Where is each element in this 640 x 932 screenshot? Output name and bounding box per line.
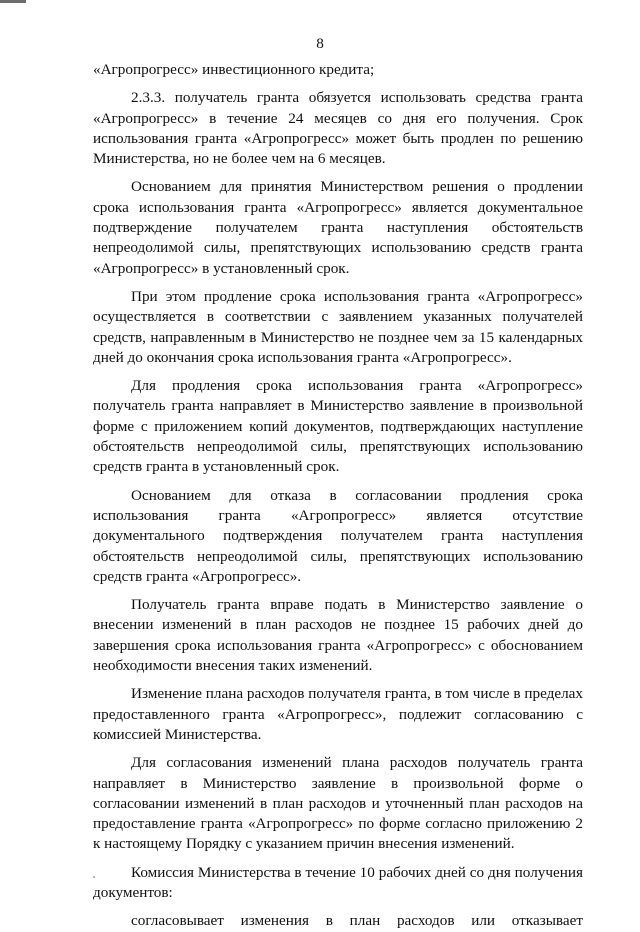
paragraph-6: Основанием для отказа в согласовании продления срока использования гранта «Агропрогресс» является отсутствие документального подтверждения получателем гранта наступления обстоятельств непреодолимой силы, препятствующих использованию средств гранта «Агропрогресс». <box>93 486 583 585</box>
paragraph-7: Получатель гранта вправе подать в Министерство заявление о внесении изменений в план расходов не позднее 15 рабочих дней до завершения срока использования гранта «Агропрогресс» с обоснованием необходимости внесения таких изменений. <box>93 596 583 675</box>
paragraph-1: «Агропрогресс» инвестиционного кредита; <box>93 61 375 78</box>
scan-dot <box>93 876 95 878</box>
paragraph-5: Для продления срока использования гранта «Агропрогресс» получатель гранта направляет в Министерство заявление в произвольной форме с приложением копий документов, подтверждающих наступление обстоятельств непреодолимой силы, препятствующих использованию средств гранта в установленный срок. <box>93 377 583 476</box>
paragraph-9: Для согласования изменений плана расходов получатель гранта направляет в Министерство заявление в произвольной форме о согласовании изменений в план расходов и уточненный план расходов на предоставление гранта «Агропрогресс» по форме согласно приложению 2 к настоящему Порядку с указанием причин внесения изменений. <box>93 754 583 853</box>
paragraph-8: Изменение плана расходов получателя гранта, в том числе в пределах предоставленного гранта «Агропрогресс», подлежит согласованию с комиссией Министерства. <box>93 685 583 743</box>
paragraph-2: 2.3.3. получатель гранта обязуется использовать средства гранта «Агропрогресс» в течение 24 месяцев со дня его получения. Срок использования гранта «Агропрогресс» может быть продлен по решению Министерства, но не более чем на 6 месяцев. <box>93 89 583 168</box>
scan-artifact <box>0 0 26 3</box>
paragraph-10: Комиссия Министерства в течение 10 рабочих дней со дня получения документов: <box>93 863 583 901</box>
paragraph-3: Основанием для принятия Министерством решения о продлении срока использования гранта «Агропрогресс» является документальное подтверждение получателем гранта наступления обстоятельств непреодолимой силы, препятствующих использованию средств гранта «Агропрогресс» в установленный срок. <box>93 178 583 277</box>
paragraph-11: согласовывает изменения в план расходов или отказывает <box>131 912 583 930</box>
document-body <box>93 60 583 932</box>
page-number: 8 <box>316 35 324 52</box>
paragraph-4: При этом продление срока использования гранта «Агропрогресс» осуществляется в соответствии с заявлением указанных получателей средств, направленным в Министерство не позднее чем за 15 календарных дней до окончания срока использования гранта «Агропрогресс». <box>93 287 583 366</box>
